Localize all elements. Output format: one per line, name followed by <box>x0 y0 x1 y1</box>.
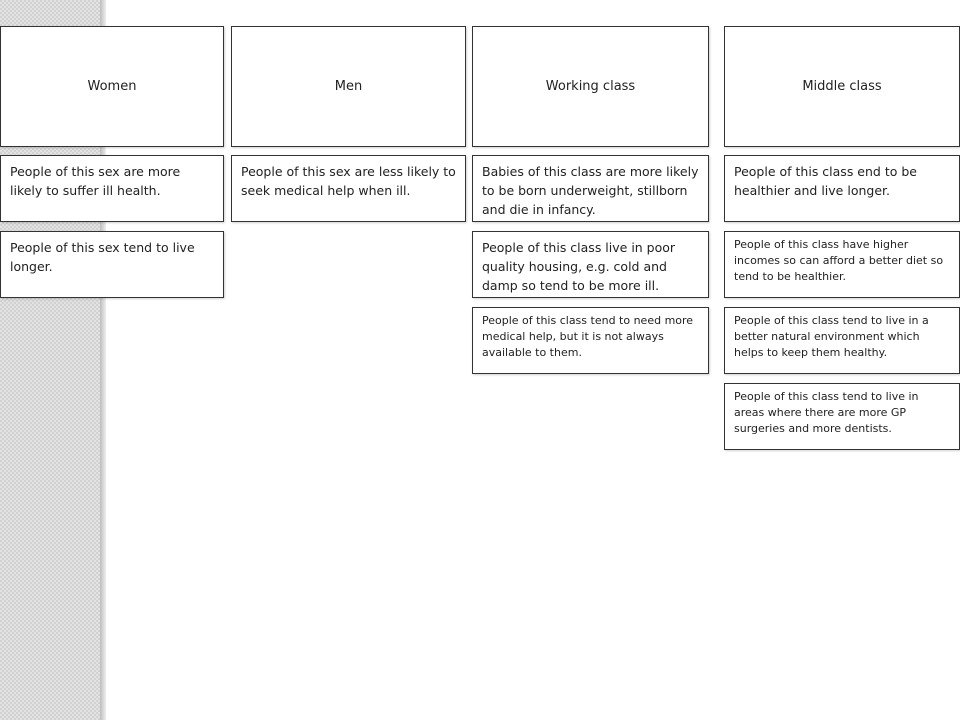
fact-card-women-1[interactable] <box>0 155 224 222</box>
fact-text: People of this class tend to live in areas where there are more GP surgeries and more dentists. <box>734 390 919 435</box>
fact-card-women-2[interactable] <box>0 231 224 298</box>
header-label-working-class: Working class <box>545 79 636 94</box>
fact-text: People of this class live in poor quality housing, e.g. cold and damp so tend to be more ill. <box>482 240 676 293</box>
fact-card-middle-class-4[interactable] <box>724 383 960 450</box>
fact-card-men-1[interactable] <box>231 155 466 222</box>
fact-card-middle-class-3[interactable] <box>724 307 960 374</box>
fact-text: People of this sex tend to live longer. <box>10 240 195 274</box>
fact-text: People of this sex are more likely to suffer ill health. <box>10 164 181 198</box>
fact-card-working-class-1[interactable] <box>472 155 709 222</box>
fact-text: People of this class tend to live in a better natural environment which helps to keep them healthy. <box>734 314 929 359</box>
fact-text: People of this class tend to need more medical help, but it is not always available to them. <box>482 314 694 359</box>
header-label-middle-class: Middle class <box>802 79 882 94</box>
header-card-men[interactable] <box>231 26 466 147</box>
fact-card-middle-class-2[interactable] <box>724 231 960 298</box>
header-card-middle-class[interactable] <box>724 26 960 147</box>
header-card-women[interactable] <box>0 26 224 147</box>
fact-text: Babies of this class are more likely to be born underweight, stillborn and die in infancy. <box>482 164 699 217</box>
fact-text: People of this class end to be healthier and live longer. <box>734 164 917 198</box>
fact-text: People of this class have higher incomes so can afford a better diet so tend to be healthier. <box>734 238 944 283</box>
fact-card-middle-class-1[interactable] <box>724 155 960 222</box>
fact-text: People of this sex are less likely to seek medical help when ill. <box>241 164 456 198</box>
header-label-women: Women <box>87 79 137 94</box>
fact-card-working-class-3[interactable] <box>472 307 709 374</box>
fact-card-working-class-2[interactable] <box>472 231 709 298</box>
header-card-working-class[interactable] <box>472 26 709 147</box>
header-label-men: Men <box>334 79 363 94</box>
